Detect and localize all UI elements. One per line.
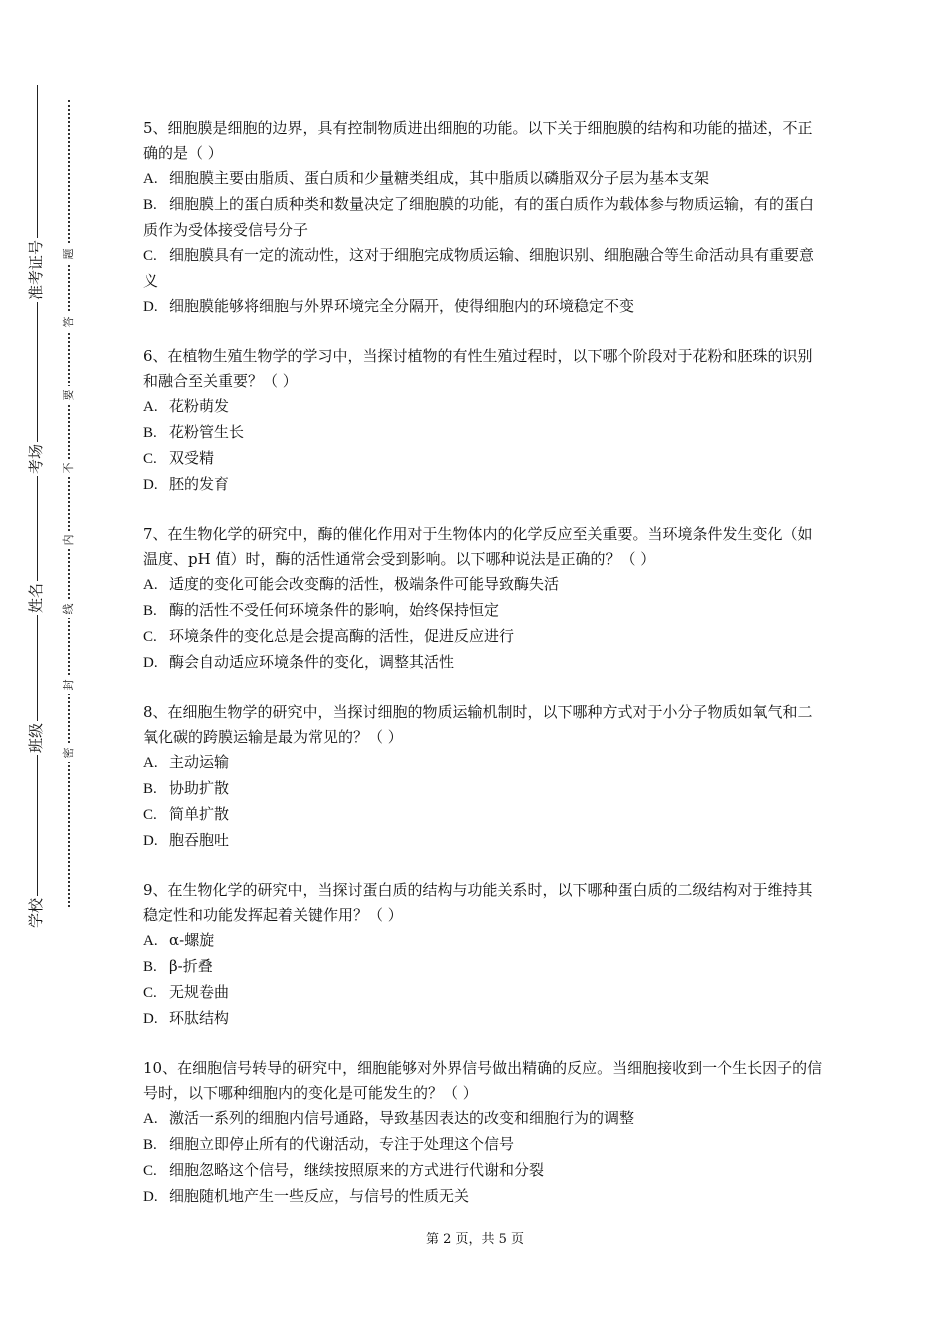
option-a (143, 1106, 823, 1132)
option-letter: A. (143, 933, 158, 949)
option-list (143, 394, 823, 498)
option-c (143, 1158, 823, 1184)
option-text: 花粉管生长 (169, 423, 245, 441)
seal-char: 线 (60, 600, 78, 618)
option-list (143, 166, 823, 320)
binding-field-label: 班级 (22, 721, 52, 755)
option-text: 环境条件的变化总是会提高酶的活性，促进反应进行 (169, 627, 515, 645)
option-c (143, 624, 823, 650)
question-5 (143, 116, 823, 320)
option-list (143, 928, 823, 1032)
option-c (143, 802, 823, 828)
option-letter: A. (143, 399, 158, 415)
question-9 (143, 878, 823, 1032)
option-text: 花粉萌发 (169, 397, 230, 415)
option-b (143, 598, 823, 624)
option-a (143, 572, 823, 598)
option-text: 细胞立即停止所有的代谢活动，专注于处理这个信号 (169, 1135, 515, 1153)
question-6 (143, 344, 823, 498)
option-letter: C. (143, 985, 157, 1001)
option-d (143, 294, 823, 320)
seal-char: 不 (60, 459, 78, 477)
question-stem: 7、在生物化学的研究中，酶的催化作用对于生物体内的化学反应至关重要。当环境条件发生变化（如温度、pH 值）时，酶的活性通常会受到影响。以下哪种说法是正确的？（ ） (143, 525, 813, 568)
seal-char: 要 (60, 386, 78, 404)
seal-char: 内 (60, 531, 78, 549)
option-letter: A. (143, 577, 158, 593)
question-8 (143, 700, 823, 854)
option-b (143, 1132, 823, 1158)
option-a (143, 394, 823, 420)
seal-char: 答 (60, 313, 78, 331)
option-letter: C. (143, 451, 157, 467)
option-text: 双受精 (169, 449, 215, 467)
seal-char: 封 (60, 676, 78, 694)
option-b (143, 192, 823, 243)
option-letter: D. (143, 1189, 158, 1205)
option-text: 简单扩散 (169, 805, 230, 823)
option-letter: B. (143, 781, 157, 797)
option-d (143, 828, 823, 854)
page-footer (0, 1230, 950, 1250)
option-text: 细胞膜上的蛋白质种类和数量决定了细胞膜的功能，有的蛋白质作为载体参与物质运输，有的蛋白质作为受体接受信号分子 (143, 195, 815, 239)
question-stem: 10、在细胞信号转导的研究中，细胞能够对外界信号做出精确的反应。当细胞接收到一个生长因子的信号时，以下哪种细胞内的变化是可能发生的？（ ） (143, 1059, 823, 1102)
option-text: 无规卷曲 (169, 983, 230, 1001)
binding-field-label: 准考证号 (22, 238, 52, 302)
question-stem: 5、细胞膜是细胞的边界，具有控制物质进出细胞的功能。以下关于细胞膜的结构和功能的描述，不正确的是（ ） (143, 119, 813, 162)
option-letter: C. (143, 248, 157, 264)
option-a (143, 166, 823, 192)
option-b (143, 776, 823, 802)
question-stem: 9、在生物化学的研究中，当探讨蛋白质的结构与功能关系时，以下哪种蛋白质的二级结构对于维持其稳定性和功能发挥起着关键作用？（ ） (143, 881, 813, 924)
seal-char: 密 (60, 744, 78, 762)
option-text: α-螺旋 (169, 931, 215, 949)
option-text: 胚的发育 (169, 475, 230, 493)
option-text: 细胞膜主要由脂质、蛋白质和少量糖类组成，其中脂质以磷脂双分子层为基本支架 (169, 169, 710, 187)
option-letter: B. (143, 1137, 157, 1153)
option-list (143, 750, 823, 854)
binding-field-label: 学校 (22, 896, 52, 930)
question-10 (143, 1056, 823, 1210)
option-letter: C. (143, 629, 157, 645)
option-text: 协助扩散 (169, 779, 230, 797)
option-list (143, 572, 823, 676)
option-letter: B. (143, 197, 157, 213)
option-text: 酶会自动适应环境条件的变化，调整其活性 (169, 653, 455, 671)
option-text: 细胞随机地产生一些反应，与信号的性质无关 (169, 1187, 470, 1205)
option-text: 细胞膜能够将细胞与外界环境完全分隔开，使得细胞内的环境稳定不变 (169, 297, 635, 315)
option-d (143, 650, 823, 676)
option-text: 胞吞胞吐 (169, 831, 230, 849)
option-text: 适度的变化可能会改变酶的活性，极端条件可能导致酶失活 (169, 575, 560, 593)
option-list (143, 1106, 823, 1210)
option-c (143, 980, 823, 1006)
option-b (143, 420, 823, 446)
option-letter: D. (143, 299, 158, 315)
binding-field-exam-room (22, 443, 52, 476)
option-letter: D. (143, 655, 158, 671)
option-text: 环肽结构 (169, 1009, 230, 1027)
option-d (143, 1184, 823, 1210)
question-7 (143, 522, 823, 676)
option-d (143, 1006, 823, 1032)
option-text: β-折叠 (169, 957, 213, 975)
option-a (143, 928, 823, 954)
binding-dotted-line (68, 100, 70, 907)
option-c (143, 446, 823, 472)
binding-field-label: 考场 (22, 442, 52, 476)
option-letter: A. (143, 755, 158, 771)
binding-margin (0, 0, 110, 1344)
page-number: 第 2 页，共 5 页 (425, 1232, 525, 1247)
binding-field-class (22, 722, 52, 755)
option-text: 酶的活性不受任何环境条件的影响，始终保持恒定 (169, 601, 500, 619)
seal-char: 题 (60, 245, 78, 263)
option-letter: A. (143, 171, 158, 187)
option-letter: D. (143, 833, 158, 849)
question-stem: 6、在植物生殖生物学的学习中，当探讨植物的有性生殖过程时，以下哪个阶段对于花粉和胚珠的识别和融合至关重要？（ ） (143, 347, 813, 390)
option-c (143, 243, 823, 294)
option-text: 细胞忽略这个信号，继续按照原来的方式进行代谢和分裂 (169, 1161, 545, 1179)
option-letter: D. (143, 1011, 158, 1027)
option-letter: B. (143, 603, 157, 619)
option-a (143, 750, 823, 776)
option-text: 主动运输 (169, 753, 230, 771)
question-list (143, 116, 823, 1234)
binding-field-name (22, 582, 52, 615)
binding-field-label: 姓名 (22, 581, 52, 615)
option-d (143, 472, 823, 498)
option-letter: B. (143, 959, 157, 975)
question-stem: 8、在细胞生物学的研究中，当探讨细胞的物质运输机制时，以下哪种方式对于小分子物质如氧气和二氧化碳的跨膜运输是最为常见的？（ ） (143, 703, 813, 746)
binding-solid-line (37, 85, 38, 915)
binding-field-exam-number (22, 239, 52, 302)
option-letter: C. (143, 1163, 157, 1179)
option-letter: B. (143, 425, 157, 441)
option-text: 激活一系列的细胞内信号通路，导致基因表达的改变和细胞行为的调整 (169, 1109, 635, 1127)
option-letter: C. (143, 807, 157, 823)
option-b (143, 954, 823, 980)
option-text: 细胞膜具有一定的流动性，这对于细胞完成物质运输、细胞识别、细胞融合等生命活动具有重要意义 (143, 246, 815, 290)
option-letter: A. (143, 1111, 158, 1127)
option-letter: D. (143, 477, 158, 493)
binding-field-school (22, 897, 52, 930)
